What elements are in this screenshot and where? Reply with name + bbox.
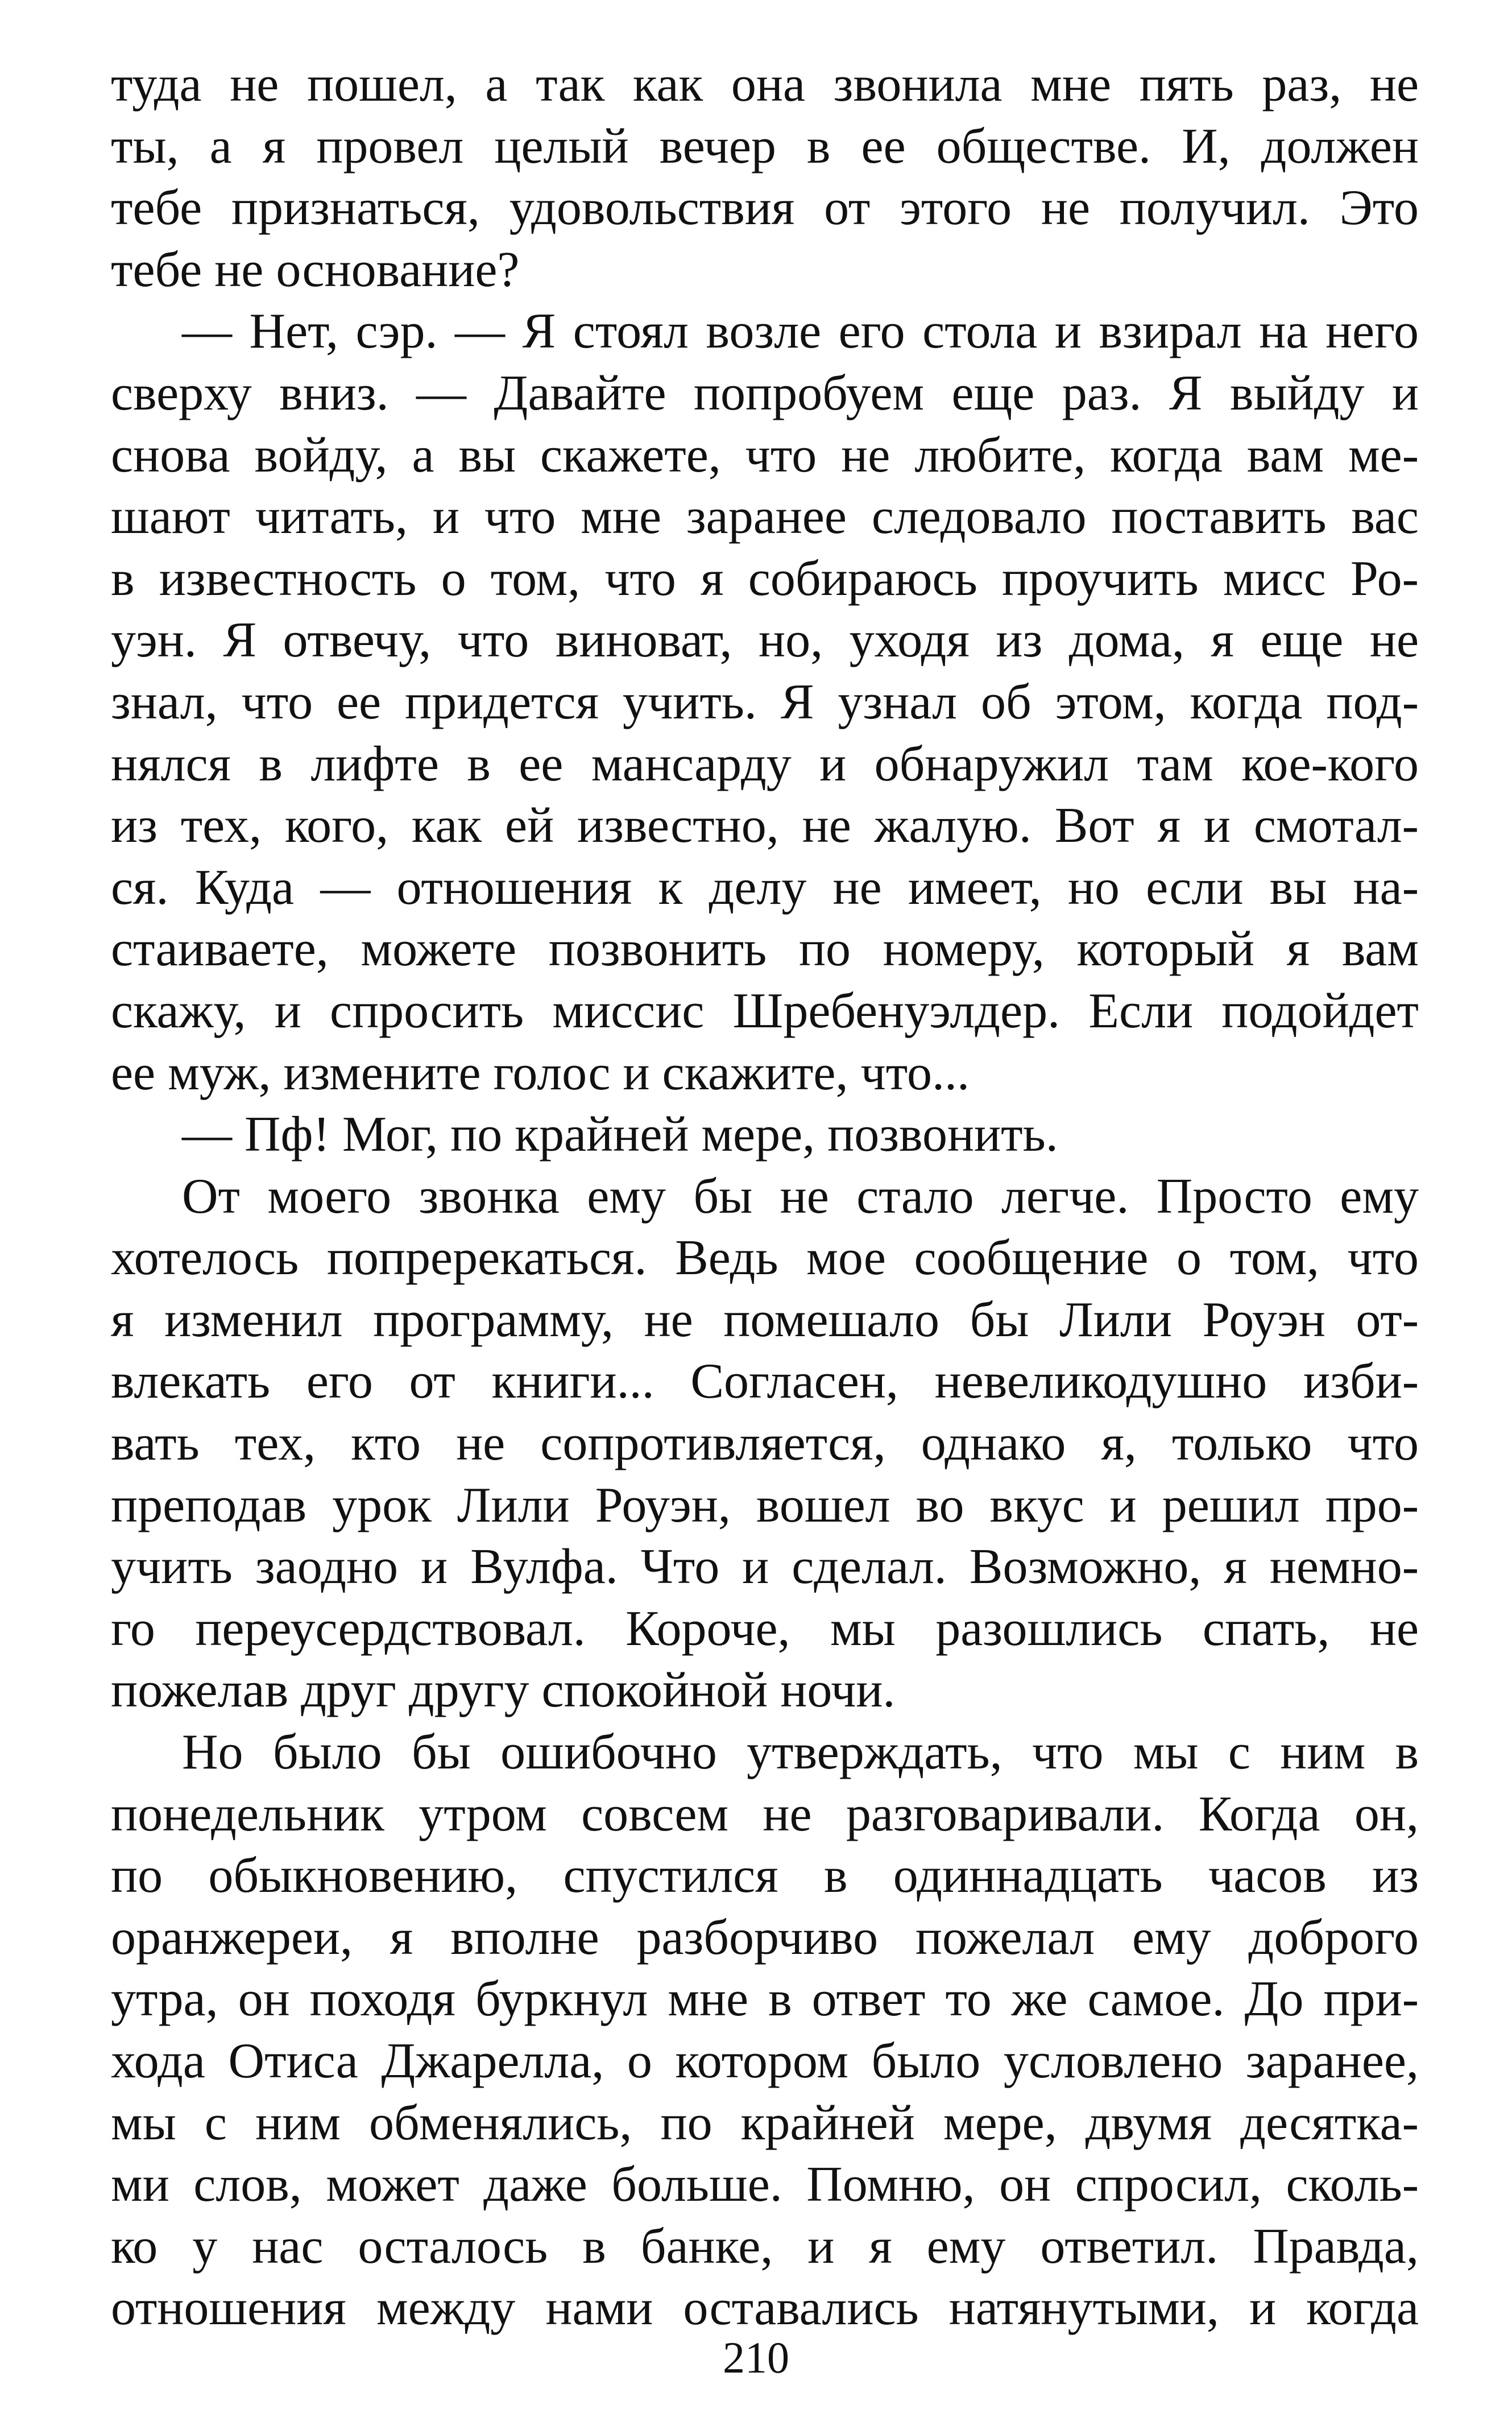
text-line: — Пф! Мог, по крайней мере, позвонить. bbox=[182, 1107, 1058, 1163]
text-line: стаиваете, можете позвонить по номеру, который я вам bbox=[111, 921, 1419, 977]
text-line: ко у нас осталось в банке, и я ему ответил. Правда, bbox=[111, 2218, 1419, 2274]
text-line: оранжереи, я вполне разборчиво пожелал ему доброго bbox=[111, 1910, 1419, 1965]
text-line: влекать его от книги... Согласен, невеликодушно изби- bbox=[111, 1354, 1419, 1410]
page-number: 210 bbox=[723, 2333, 789, 2382]
text-line: знал, что ее придется учить. Я узнал об этом, когда под- bbox=[111, 674, 1419, 730]
text-line: Но было бы ошибочно утверждать, что мы с ним в bbox=[182, 1725, 1419, 1780]
text-line: — Нет, сэр. — Я стоял возле его стола и взирал на него bbox=[182, 304, 1419, 359]
text-line: я изменил программу, не помешало бы Лили Роуэн от- bbox=[111, 1292, 1419, 1348]
text-line: уэн. Я отвечу, что виноват, но, уходя из дома, я еще не bbox=[111, 613, 1419, 668]
text-line: в известность о том, что я собираюсь проучить мисс Ро- bbox=[111, 551, 1419, 606]
text-line: шают читать, и что мне заранее следовало поставить вас bbox=[111, 489, 1419, 545]
text-line: мы с ним обменялись, по крайней мере, двумя десятка- bbox=[111, 2095, 1419, 2151]
text-line: скажу, и спросить миссис Шребенуэлдер. Если подойдет bbox=[111, 983, 1419, 1039]
text-line: ми слов, может даже больше. Помню, он спросил, сколь- bbox=[111, 2157, 1419, 2213]
text-line: учить заодно и Вулфа. Что и сделал. Возможно, я немно- bbox=[111, 1539, 1419, 1595]
text-line: ся. Куда — отношения к делу не имеет, но если вы на- bbox=[111, 859, 1419, 915]
text-line: туда не пошел, а так как она звонила мне пять раз, не bbox=[111, 57, 1419, 112]
text-line: нялся в лифте в ее мансарду и обнаружил там кое-кого bbox=[111, 736, 1419, 792]
text-line: хотелось попререкаться. Ведь мое сообщение о том, что bbox=[111, 1230, 1419, 1286]
text-line: понедельник утром совсем не разговаривали. Когда он, bbox=[111, 1786, 1419, 1842]
text-line: пожелав друг другу спокойной ночи. bbox=[111, 1663, 896, 1718]
text-line: по обыкновению, спустился в одиннадцать часов из bbox=[111, 1848, 1419, 1904]
text-line: го переусердствовал. Короче, мы разошлись спать, не bbox=[111, 1601, 1419, 1656]
text-line: ты, а я провел целый вечер в ее обществе. И, должен bbox=[111, 118, 1419, 174]
text-line: из тех, кого, как ей известно, не жалую. Вот я и смотал- bbox=[111, 798, 1419, 854]
text-line: утра, он походя буркнул мне в ответ то же самое. До при- bbox=[111, 1972, 1419, 2027]
text-line: отношения между нами оставались натянутыми, и когда bbox=[111, 2280, 1419, 2336]
text-line: снова войду, а вы скажете, что не любите, когда вам ме- bbox=[111, 427, 1419, 483]
text-line: тебе признаться, удовольствия от этого не получил. Это bbox=[111, 180, 1419, 236]
text-line: сверху вниз. — Давайте попробуем еще раз. Я выйду и bbox=[111, 365, 1419, 421]
text-line: тебе не основание? bbox=[111, 242, 520, 297]
text-line: хода Отиса Джарелла, о котором было условлено заранее, bbox=[111, 2034, 1419, 2089]
page-body bbox=[111, 54, 1419, 2340]
text-line: вать тех, кто не сопротивляется, однако я, только что bbox=[111, 1416, 1419, 1472]
text-line: преподав урок Лили Роуэн, вошел во вкус и решил про- bbox=[111, 1477, 1419, 1533]
text-line: ее муж, измените голос и скажите, что... bbox=[111, 1045, 970, 1101]
text-line: От моего звонка ему бы не стало легче. Просто ему bbox=[182, 1168, 1419, 1224]
